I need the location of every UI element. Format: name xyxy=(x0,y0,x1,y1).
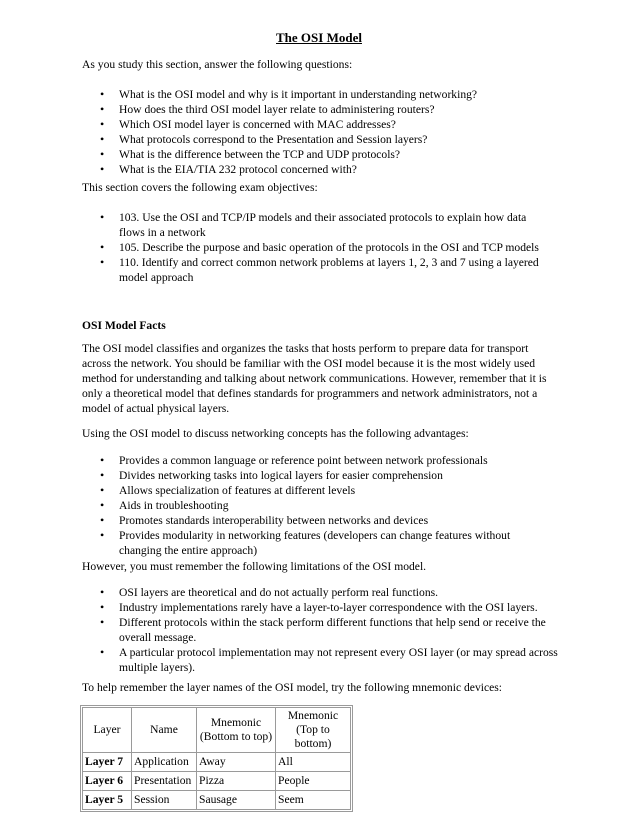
objectives-list xyxy=(82,210,552,285)
list-item: • Industry implementations rarely have a layer-to-layer correspondence with the OSI layers. xyxy=(82,600,562,615)
list-item: • What is the OSI model and why is it important in understanding networking? xyxy=(82,87,557,102)
limitations-intro: However, you must remember the following limitations of the OSI model. xyxy=(82,560,427,573)
list-item: • 103. Use the OSI and TCP/IP models and their associated protocols to explain how data flows in a network xyxy=(82,210,552,240)
mnemonic-table xyxy=(82,707,351,810)
list-item: • How does the third OSI model layer relate to administering routers? xyxy=(82,102,557,117)
limitations-list xyxy=(82,585,562,675)
table-row xyxy=(83,772,351,791)
list-item: • Provides a common language or reference point between network professionals xyxy=(82,453,532,468)
table-header: Name xyxy=(132,708,197,753)
objectives-intro: This section covers the following exam objectives: xyxy=(82,181,318,194)
table-cell: Session xyxy=(132,791,197,810)
list-item: • Divides networking tasks into logical layers for easier comprehension xyxy=(82,468,532,483)
table-cell: Presentation xyxy=(132,772,197,791)
table-cell: Seem xyxy=(276,791,351,810)
table-cell: Pizza xyxy=(197,772,276,791)
list-item: • Provides modularity in networking features (developers can change features without changing the entire approach) xyxy=(82,528,532,558)
advantages-list xyxy=(82,453,532,558)
table-row xyxy=(83,753,351,772)
table-header: Layer xyxy=(83,708,132,753)
table-cell: All xyxy=(276,753,351,772)
list-item: • Aids in troubleshooting xyxy=(82,498,532,513)
list-item: • A particular protocol implementation may not represent every OSI layer (or may spread across multiple layers). xyxy=(82,645,562,675)
list-item: • What is the difference between the TCP and UDP protocols? xyxy=(82,147,557,162)
list-item: • 105. Describe the purpose and basic operation of the protocols in the OSI and TCP models xyxy=(82,240,552,255)
table-cell: People xyxy=(276,772,351,791)
list-item: • Promotes standards interoperability between networks and devices xyxy=(82,513,532,528)
table-row xyxy=(83,791,351,810)
table-header-row xyxy=(83,708,351,753)
list-item: • Which OSI model layer is concerned with MAC addresses? xyxy=(82,117,557,132)
intro-text: As you study this section, answer the following questions: xyxy=(82,58,353,71)
list-item: • 110. Identify and correct common network problems at layers 1, 2, 3 and 7 using a layered model approach xyxy=(82,255,552,285)
list-item: • What is the EIA/TIA 232 protocol concerned with? xyxy=(82,162,557,177)
mnemonic-intro: To help remember the layer names of the OSI model, try the following mnemonic devices: xyxy=(82,681,502,694)
table-header: Mnemonic (Bottom to top) xyxy=(197,708,276,753)
table-cell: Layer 7 xyxy=(83,753,132,772)
list-item: • OSI layers are theoretical and do not actually perform real functions. xyxy=(82,585,562,600)
table-cell: Layer 6 xyxy=(83,772,132,791)
page-title: The OSI Model xyxy=(276,30,362,45)
section-heading: OSI Model Facts xyxy=(82,319,166,332)
table-cell: Away xyxy=(197,753,276,772)
list-item: • What protocols correspond to the Presentation and Session layers? xyxy=(82,132,557,147)
advantages-intro: Using the OSI model to discuss networking concepts has the following advantages: xyxy=(82,427,469,440)
questions-list xyxy=(82,87,557,177)
table-cell: Application xyxy=(132,753,197,772)
table-header: Mnemonic (Top to bottom) xyxy=(276,708,351,753)
facts-paragraph: The OSI model classifies and organizes the tasks that hosts perform to prepare data for transport across the network. You should be familiar with the OSI model because it is the most widely used method for understanding and talking about network communications. However, remember that it is only a theoretical model that defines standards for programmers and network administrators, not a model of actual physical layers. xyxy=(82,342,547,415)
table-cell: Sausage xyxy=(197,791,276,810)
table-cell: Layer 5 xyxy=(83,791,132,810)
list-item: • Allows specialization of features at different levels xyxy=(82,483,532,498)
list-item: • Different protocols within the stack perform different functions that help send or receive the overall message. xyxy=(82,615,562,645)
